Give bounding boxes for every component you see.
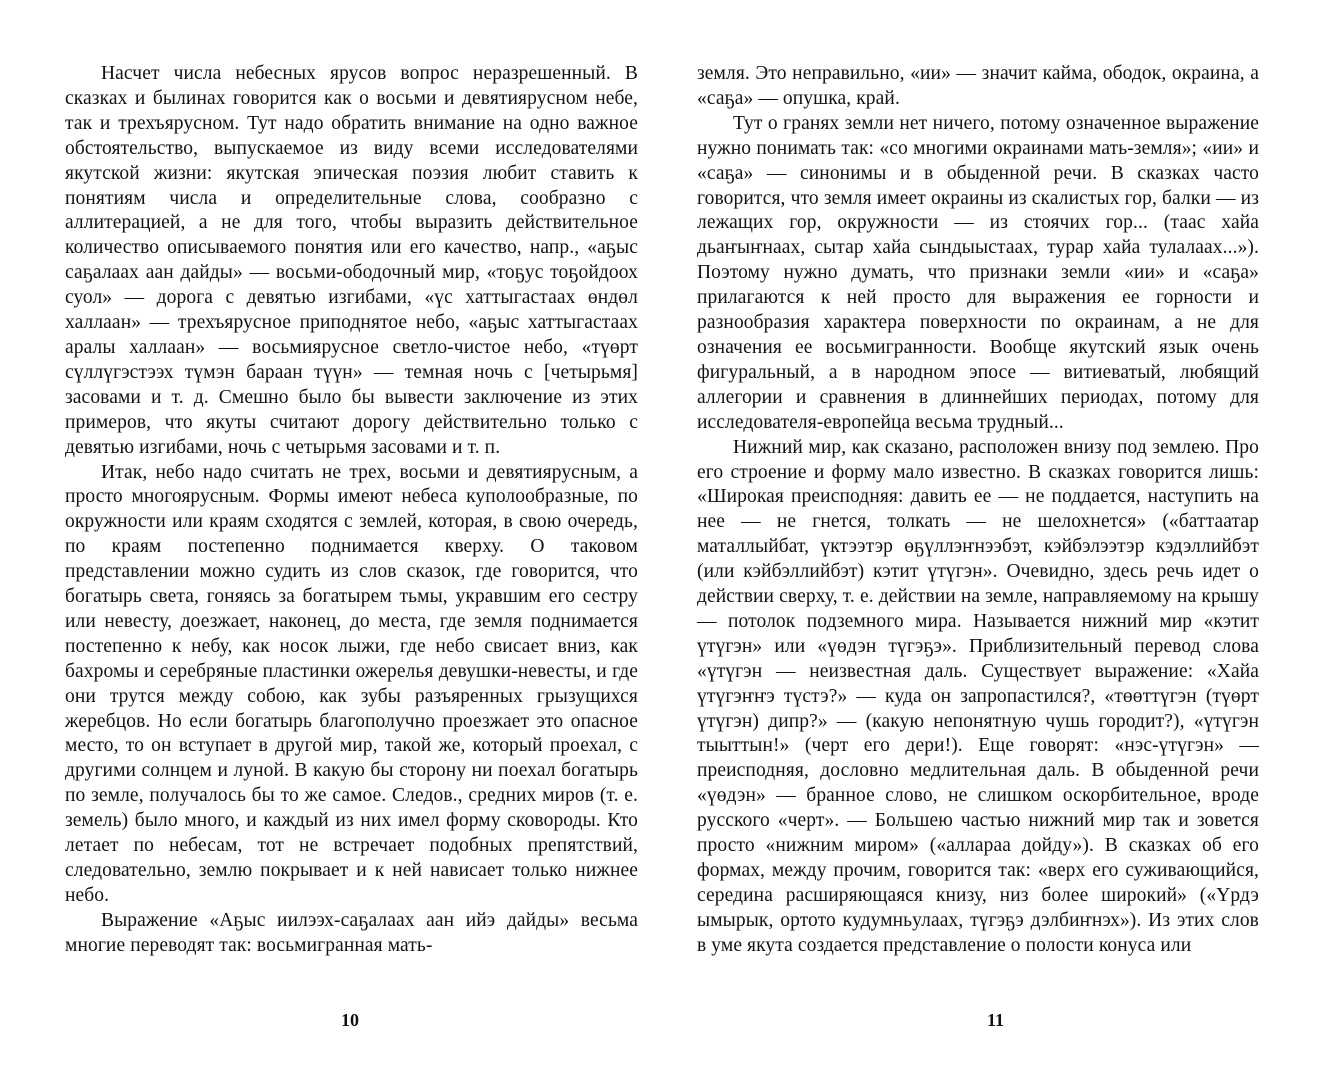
left-paragraph-3: Выражение «Аҕыс иилээх-саҕалаах аан ийэ дайды» весьма многие переводят так: восьмигранная мать- — [65, 909, 638, 956]
left-page — [65, 62, 638, 959]
right-page — [697, 62, 1259, 959]
right-paragraph-1: земля. Это неправильно, «ии» — значит кайма, ободок, окраина, а «саҕа» — опушка, край. — [697, 63, 1259, 109]
right-paragraph-3: Нижний мир, как сказано, расположен внизу под землею. Про его строение и форму мало известно. В сказках говорится лишь: «Широкая преисподняя: давить ее — не поддается, наступить на нее — не гнется, толкать — не шелохнется» («баттаатар маталлыйбат, үктээтэр өҕүллэҥнээбэт, кэйбэлээтэр кэдэллийбэт (или кэйбэллийбэт) кэтит үтүгэн». Очевидно, здесь речь идет о действии сверху, т. е. действии на земле, направляемому на крышу — потолок подземного мира. Называется нижний мир «кэтит үтүгэн» или «үөдэн түгэҕэ». Приблизительный перевод слова «үтүгэн — неизвестная даль. Существует выражение: «Хайа үтүгэҥҥэ түстэ?» — куда он запропастился?, «төөттүгэн (түөрт үтүгэн) дипр?» — (какую непонятную чушь городит?), «үтүгэн тыыттын!» (черт его дери!). Еще говорят: «нэс-үтүгэн» — преисподняя, дословно медлительная даль. В обыденной речи «үөдэн» — бранное слово, не слишком оскорбительное, вроде русского «черт». — Большею частью нижний мир так и зовется просто «нижним миром» («аллараа дойду»). В сказках об его формах, между прочим, говорится так: «верх его суживающийся, середина расширяющаяся книзу, низ более широкий» («Үрдэ ымырык, ортото кудумньулаах, түгэҕэ дэлбиҥнэх»). Из этих слов в уме якута создается представление о полости конуса или — [697, 436, 1259, 956]
right-paragraph-2: Тут о гранях земли нет ничего, потому означенное выражение нужно понимать так: «со многими окраинами мать-земля»; «ии» и «саҕа» — синонимы и в обыденной речи. В сказках часто говорится, что земля имеет окраины из скалистых гор, балки — из лежащих гор, окружности — из стоячих гор... (таас хайа дьаҥыҥнаах, сытар хайа сындыыстаах, турар хайа тулалаах...»). Поэтому нужно думать, что признаки земли «ии» и «саҕа» прилагаются к ней просто для выражения ее горности и разнообразия характера поверхности по окраинам, а не для означения ее восьмигранности. Вообще якутский язык очень фигуральный, а в народном эпосе — витиеватый, любящий аллегории и сравнения в длиннейших периодах, потому для исследователя-европейца весьма трудный... — [697, 112, 1259, 433]
left-paragraph-2: Итак, небо надо считать не трех, восьми и девятиярусным, а просто многоярусным. Формы имеют небеса куполообразные, по окружности или краям сходятся с землей, которая, в свою очередь, по краям постепенно поднимается кверху. О таковом представлении можно судить из слов сказок, где говорится, что богатырь света, гоняясь за богатырем тьмы, укравшим его сестру или невесту, доезжает, наконец, до места, где земля поднимается постепенно к небу, как носок лыжи, где небо свисает вниз, как бахромы и серебряные пластинки ожерелья девушки-невесты, и где они трутся между собою, как зубы разъяренных грызущихся жеребцов. Но если богатырь благополучно проезжает это опасное место, то он вступает в другой мир, такой же, который проехал, с другими солнцем и луной. В какую бы сторону ни поехал богатырь по земле, получалось бы то же самое. Следов., средних миров (т. е. земель) было много, и каждый из них имел форму сковороды. Кто летает по небесам, тот не встречает подобных препятствий, следовательно, землю покрывает и к ней нависает только нижнее небо. — [65, 461, 638, 906]
left-page-number: 10 — [341, 1010, 359, 1030]
left-paragraph-1: Насчет числа небесных ярусов вопрос неразрешенный. В сказках и былинах говорится как о восьми и девятиярусном небе, так и трехъярусном. Тут надо обратить внимание на одно важное обстоятельство, выпускаемое из виду всеми исследователями якутской жизни: якутская эпическая поэзия любит ставить к понятиям числа и определительные слова, сообразно с аллитерацией, а не для того, чтобы выразить действительное количество описываемого понятия или его качество, напр., «аҕыс саҕалаах аан дайды» — восьми-ободочный мир, «тоҕус тоҕойдоох суол» — дорога с девятью изгибами, «үс хаттыгастаах өндөл халлаан» — трехъярусное приподнятое небо, «аҕыс хаттыгастаах аралы халлаан» — восьмиярусное светло-чистое небо, «түөрт сүллүгэстээх түмэн бараан түүн» — темная ночь с [четырьмя] засовами и т. д. Смешно было бы вывести заключение из этих примеров, что якуты считают дорогу действительно только с девятью изгибами, ночь с четырьмя засовами и т. п. — [65, 63, 638, 458]
right-page-number: 11 — [987, 1010, 1005, 1030]
